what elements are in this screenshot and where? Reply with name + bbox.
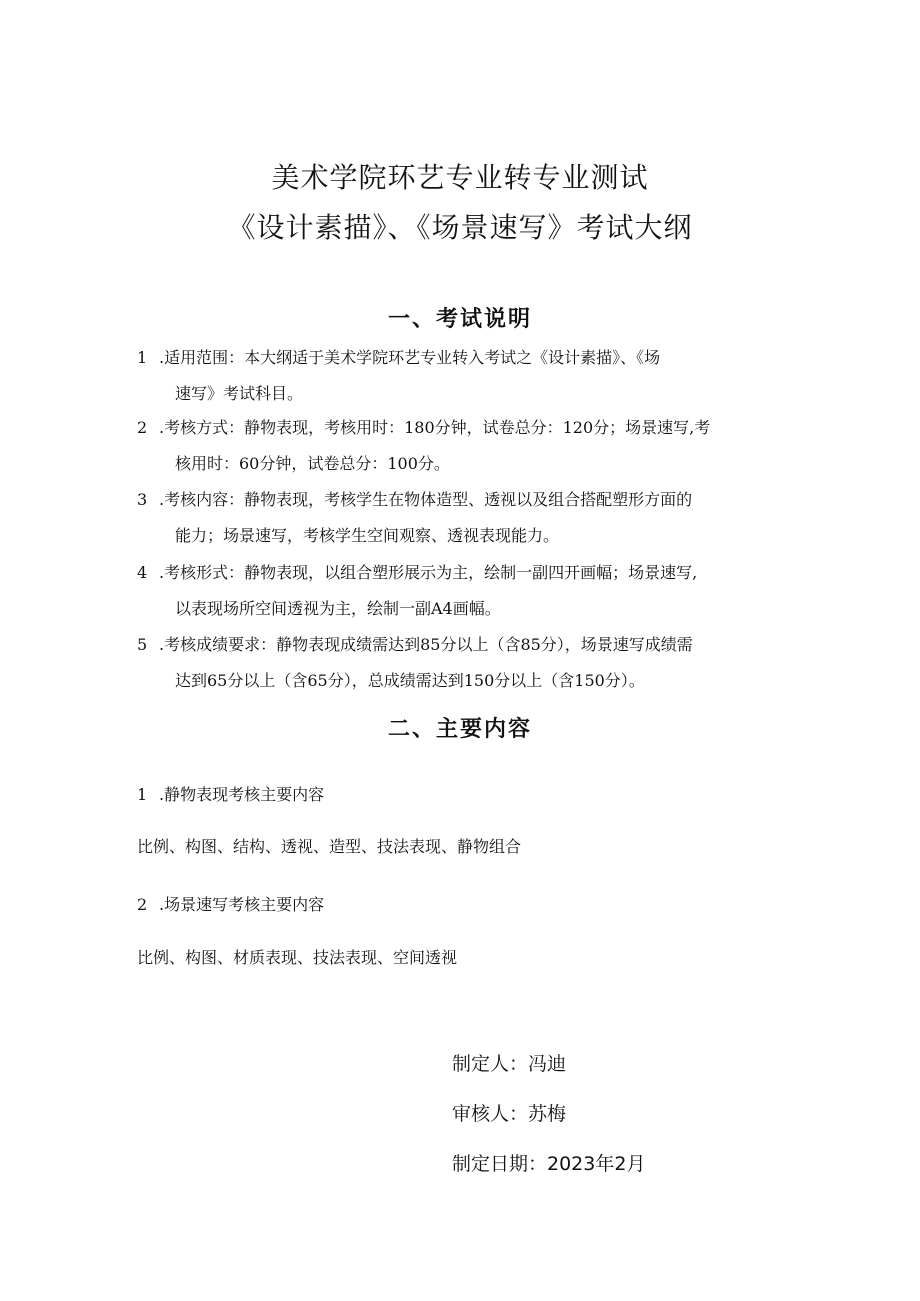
item-text-line2: 以表现场所空间透视为主，绘制一副A4画幅。 — [175, 599, 501, 618]
section-heading-main-content: 二、主要内容 — [387, 716, 532, 742]
subsection-label-scene-sketch — [137, 892, 324, 915]
list-item — [137, 410, 787, 482]
item-text-line2: 速写》考试科目。 — [175, 384, 304, 403]
subsection-body-scene-sketch: 比例、构图、材质表现、技法表现、空间透视 — [137, 948, 458, 967]
item-text-line1: .考核成绩要求：静物表现成绩需达到85分以上（含85分），场景速写成绩需 — [159, 635, 693, 654]
list-item — [137, 627, 787, 699]
item-number: 5 — [137, 635, 148, 654]
item-number: 4 — [137, 563, 148, 582]
date-signature: 制定日期：2023年2月 — [452, 1153, 646, 1175]
section-heading-exam-notes: 一、考试说明 — [387, 306, 532, 332]
subsection-label-still-life — [137, 782, 324, 805]
item-number: 1 — [137, 785, 148, 804]
subsection-label-text: .场景速写考核主要内容 — [159, 895, 325, 914]
subsection-body-still-life: 比例、构图、结构、透视、造型、技法表现、静物组合 — [137, 837, 522, 856]
list-item — [137, 340, 787, 412]
item-text-line1: .考核内容：静物表现，考核学生在物体造型、透视以及组合搭配塑形方面的 — [159, 490, 693, 509]
subsection-label-text: .静物表现考核主要内容 — [159, 785, 325, 804]
item-text-line2: 达到65分以上（含65分），总成绩需达到150分以上（含150分）。 — [175, 671, 645, 690]
item-number: 2 — [137, 895, 148, 914]
list-item — [137, 555, 787, 627]
document-title-line1: 美术学院环艺专业转专业测试 — [271, 161, 649, 194]
author-signature: 制定人：冯迪 — [452, 1053, 567, 1075]
item-text-line1: .考核形式：静物表现，以组合塑形展示为主，绘制一副四开画幅；场景速写, — [159, 563, 698, 582]
reviewer-signature: 审核人：苏梅 — [452, 1103, 567, 1125]
item-number: 3 — [137, 490, 148, 509]
item-text-line2: 能力；场景速写，考核学生空间观察、透视表现能力。 — [175, 526, 560, 545]
document-title-line2: 《设计素描》、《场景速写》考试大纲 — [227, 211, 693, 244]
item-text-line1: .适用范围：本大纲适于美术学院环艺专业转入考试之《设计素描》、《场 — [159, 348, 661, 367]
item-number: 2 — [137, 418, 148, 437]
item-number: 1 — [137, 348, 148, 367]
item-text-line1: .考核方式：静物表现，考核用时：180分钟，试卷总分：120分；场景速写,考 — [159, 418, 711, 437]
list-item — [137, 482, 787, 554]
item-text-line2: 核用时：60分钟，试卷总分：100分。 — [175, 454, 450, 473]
